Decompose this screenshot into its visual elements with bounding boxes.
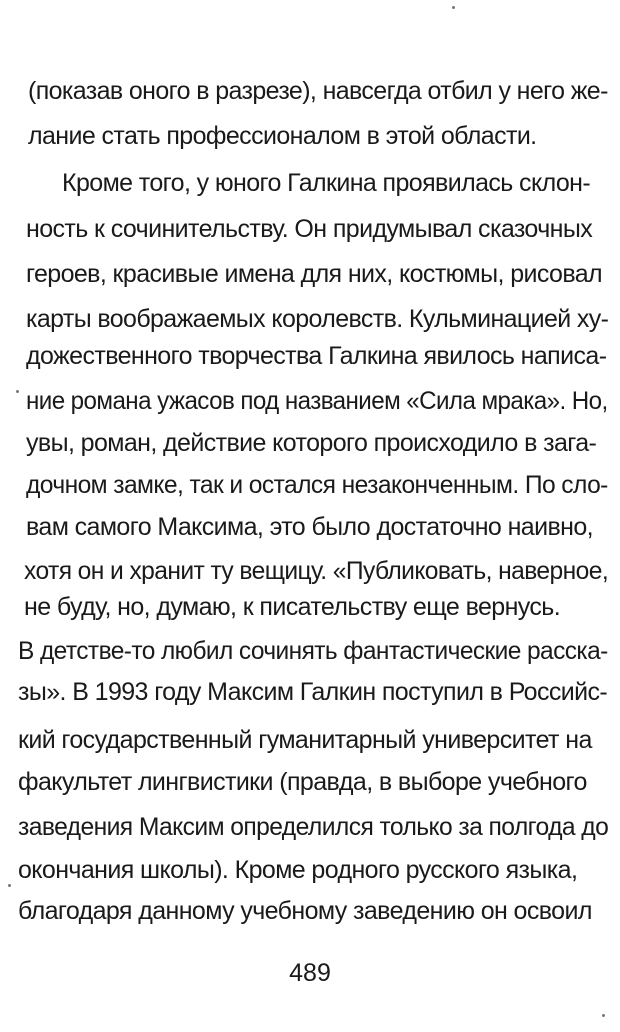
text-line-4: ность к сочинительству. Он придумывал сказочных	[26, 215, 593, 243]
text-line-15: зы». В 1993 году Максим Галкин поступил в Российс-	[18, 678, 608, 706]
text-line-10: дочном замке, так и остался незаконченным. По сло-	[26, 471, 608, 499]
text-line-5: героев, красивые имена для них, костюмы, рисовал	[26, 260, 603, 288]
text-line-16: кий государственный гуманитарный университет на	[18, 726, 592, 754]
text-line-17: факультет лингвистики (правда, в выборе учебного	[18, 768, 587, 796]
scan-speck	[8, 884, 11, 887]
text-line-7: дожественного творчества Галкина явилось написа-	[26, 342, 607, 370]
text-line-12: хотя он и хранит ту вещицу. «Публиковать, наверное,	[24, 557, 609, 585]
text-line-19: окончания школы). Кроме родного русского языка,	[18, 856, 578, 884]
text-line-6: карты воображаемых королевств. Кульминацией ху-	[26, 305, 609, 333]
page-number: 489	[289, 959, 331, 987]
text-line-11: вам самого Максима, это было достаточно наивно,	[26, 513, 593, 541]
scan-speck	[602, 1014, 605, 1017]
text-line-1: (показав оного в разрезе), навсегда отбил у него же-	[28, 77, 608, 105]
text-line-20: благодаря данному учебному заведению он освоил	[18, 897, 592, 925]
text-line-3: Кроме того, у юного Галкина проявилась склон-	[62, 169, 591, 197]
text-line-2: лание стать профессионалом в этой области.	[28, 122, 537, 150]
scan-speck	[452, 6, 455, 9]
scan-speck	[16, 390, 19, 393]
text-line-18: заведения Максим определился только за полгода до	[18, 813, 609, 841]
text-line-8: ние романа ужасов под названием «Сила мрака». Но,	[26, 387, 608, 415]
text-line-14: В детстве-то любил сочинять фантастические расска-	[18, 637, 608, 665]
text-line-9: увы, роман, действие которого происходило в зага-	[26, 429, 597, 457]
text-line-13: не буду, но, думаю, к писательству еще вернусь.	[24, 593, 561, 621]
